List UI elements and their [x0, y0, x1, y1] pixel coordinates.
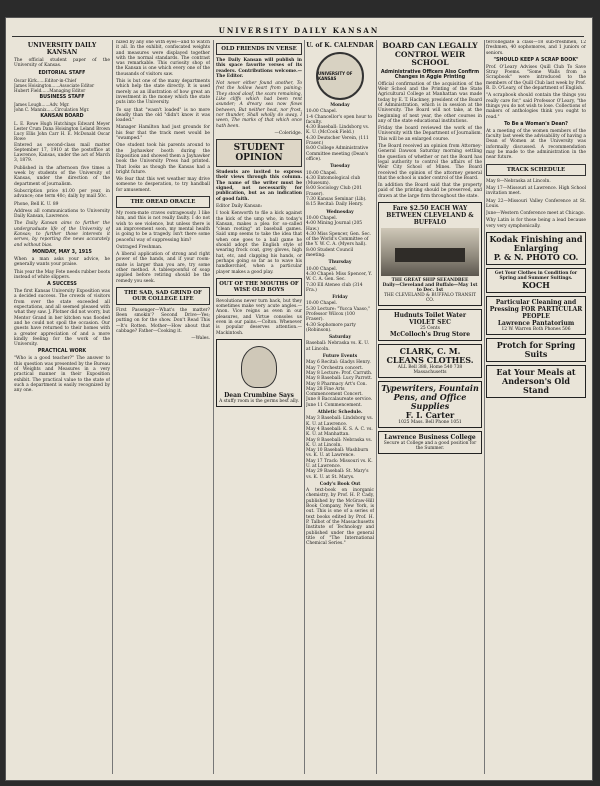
- sad-grind-heading: THE SAD, SAD GRIND OF OUR COLLEGE LIFE: [116, 287, 210, 305]
- editorial-heading: EDITORIAL STAFF: [38, 70, 86, 76]
- future-item: May 8 Lecture: Prof. Carruth.: [306, 370, 373, 376]
- carter-address: 1025 Mass. Bell Phone 1051: [398, 420, 462, 426]
- typewriter-heading: Typewriters, Fountain Pens, and Office Supplies: [381, 383, 479, 412]
- track-item: May 17—Missouri at Lawrence. High School invitation meet.: [486, 185, 586, 197]
- cady-book-heading: Cody's Book Out: [319, 481, 361, 487]
- paragraph: When a man asks your advice, he generally wants your praise.: [14, 256, 110, 268]
- calendar-item: 4:30 Chapel: Miss Spencer, Y. W. C. A. Gen. Sec.: [306, 271, 372, 283]
- calendar-item: 10:00 Chapel.: [306, 266, 338, 272]
- paragraph: tercollegiate a class—18 sub-freshmen, 12 freshmen, 40 sophomores, and 1 juniors or seniors.: [486, 40, 586, 56]
- paragraph: To say that "wasn't loaded" is no more deadly than the old "didn't know it was loaded.": [116, 107, 210, 124]
- future-item: May 6 Recital: Gladys Henry.: [306, 360, 371, 366]
- day-heading: Saturday: [328, 335, 351, 341]
- lead-story: The Board received an opinion from Attorney-General Dawson Saturday morning settling the question of whether or not the Board has legal authority to control the affairs of the Weir City School of Mines. The Board received the opinion of the attorney general that the school is under control of the Board.: [378, 144, 482, 181]
- athletic-item: May 4 Baseball: K. S. A. C. vs. K. U. at Manhattan.: [306, 426, 373, 438]
- calendar-item: 7:30 Ell Ateneo club (314 Fra.): [306, 282, 363, 293]
- future-item: May 7 Orchestra concert.: [306, 365, 364, 371]
- business-college-ad: [378, 431, 482, 454]
- calendar-item: 8:00 Student Council meeting.: [306, 247, 354, 259]
- lead-subhead: Administrative Officers Also Confirm Changes in Aggie Printing: [380, 69, 480, 80]
- toilet-price: 25 Cents: [420, 326, 440, 332]
- column-rule: [484, 40, 485, 774]
- calendar-item: 7:30 Kansas Seminar (Lib).: [306, 197, 367, 203]
- calendar-item: 4:30 Miss Spencer, Gen. Sec. of the World's Committee of the Y. W. C. A. (Myers hall).: [306, 231, 371, 248]
- protch-ad: [486, 338, 586, 362]
- staff-line: James Lough......Adv. Mgr.: [14, 101, 70, 107]
- poem-author: —Coleridge.: [274, 130, 302, 136]
- scrapbook-article: Prof. O'Leary Advises Quill Club To Save Stray Poems. "Some Walls from a Scrapbook" were introduced to the members of the Quill Club last week by Prof. R. D. O'Leary, of the department of English.: [486, 64, 586, 92]
- column-rule: [304, 40, 305, 774]
- day-heading: Thursday: [328, 260, 352, 266]
- calendar-item: 1-4 Chancellor's open hour to faculty.: [306, 114, 373, 125]
- oracle-letter: My room-mate craves outrageously. I like him, and this is not really faulty. I do not wish to see violence, but unless there is an improvement soon, my mental health is going to be a tragedy. Isn't there some peaceful way of suppressing him?: [116, 211, 210, 243]
- business-heading: BUSINESS STAFF: [39, 94, 85, 100]
- pantatorium-name: Lawrence Pantatorium: [497, 320, 575, 328]
- address-notice: Address all communications to University Daily Kansan, Lawrence.: [14, 208, 110, 220]
- clark-heading: CLARK, C. M. CLEANS CLOTHES.: [386, 346, 474, 366]
- protch-heading: Protch for Spring Suits: [496, 340, 576, 360]
- newspaper-page: [6, 18, 592, 780]
- anderson-heading: Eat Your Meals at Anderson's Old Stand: [496, 367, 576, 396]
- calendar-item: 8:15 Recital: Daily Henry.: [306, 202, 364, 208]
- calendar-item: 10:00 Chapel.: [306, 109, 338, 115]
- staff-line: Oscar Kirk......Editor-in-Chief: [14, 77, 77, 83]
- track-item: May 8—Nebraska at Lincoln.: [486, 178, 551, 184]
- calendar-item: 8:00 Sociology Club (201 Fraser).: [306, 186, 363, 197]
- business-staff: [14, 102, 110, 112]
- published-notice: Published in the afternoon five times a week by students of the University of Kansas, under the direction of the department of journalism.: [14, 165, 110, 187]
- calendar-title: U. of K. CALENDAR: [306, 42, 374, 49]
- pressing-heading: Particular Cleaning and Pressing FOR PARTICULAR PEOPLE: [489, 299, 583, 321]
- subscription-notice: Subscription price $1.00 per year, in advance; one term 40c; daily by mail 50c.: [14, 188, 110, 200]
- dean-heading: Dean Crumbine Says: [224, 391, 294, 399]
- column-rule: [213, 40, 214, 774]
- typewriter-ad: [378, 381, 482, 428]
- column-1: [14, 40, 110, 774]
- day-heading: Tuesday: [330, 164, 350, 170]
- sad-grind-jokes: First Passenger—What's the matter? Been smokin'? Second Drive—Yes; putting on for the show. Don't Read This—It's Rotten. Mother—How about that cabbage? Father—Cooking it.: [116, 307, 210, 335]
- future-item: June 8 Baccalaureate service.: [306, 397, 373, 403]
- scrapbook-heading: "SHOULD KEEP A SCRAP BOOK": [493, 57, 579, 63]
- masthead-rule: [12, 36, 584, 37]
- old-friends-intro: The Daily Kansan will publish in this space favorite verses of its readers. Contributions welcome.—The Editor.: [216, 58, 302, 79]
- day-heading: Wednesday: [326, 209, 354, 215]
- college-note: Secure at College and a good position for the Summer.: [383, 441, 477, 452]
- ship-name: THE GREAT SHIP SEEANDBEE: [391, 278, 469, 284]
- signature: —Wales.: [191, 336, 210, 342]
- column-4: [306, 40, 374, 774]
- column-2: [116, 40, 210, 774]
- practical-article: "Who is a good teacher?" The answer to this question was presented by the Bureau of Weights and Measures in a very practical manner in their Exposition exhibit. The practical value to the state of such a department is easily recognized by any one.: [14, 356, 110, 394]
- ship-route: Daily—Cleveland and Buffalo—May 1st to Dec. 1st: [382, 283, 478, 294]
- column-5: [378, 40, 482, 774]
- paper-title: UNIVERSITY DAILY KANSAN: [27, 42, 97, 56]
- column-6: [486, 40, 586, 774]
- success-heading: A SUCCESS: [47, 282, 77, 288]
- calendar-item: 4:30 Sophomore party (Robinson).: [306, 322, 356, 333]
- athletic-item: May 10 Baseball: Washburn vs. K. U. at Lawrence.: [306, 448, 369, 459]
- pantatorium-address: 12 W. Warren Both Phones 506: [501, 327, 571, 333]
- track-schedule-heading: TRACK SCHEDULE: [486, 164, 586, 176]
- student-opinion-heading: STUDENT OPINION: [216, 139, 302, 167]
- pantatorium-ad: [486, 296, 586, 335]
- staff-line: Hubert Field......Managing Editor: [14, 87, 86, 93]
- calendar-item: 10:00 Chapel.: [306, 301, 338, 307]
- kodak-heading: Kodak Finishing and Enlarging: [489, 234, 583, 254]
- lead-story: Friday the board reviewed the work of the University with the Department of Journalism. This will be an enlarged course.: [378, 126, 482, 142]
- steamship-illustration: [381, 228, 479, 276]
- paragraph: One student took his parents around to the Jayhawker booth during the Exposition and showed them a Jayhawker book the University Press had printed. That looks as though the Kansas had a bright future.: [116, 143, 210, 175]
- athletic-item: May 8 Baseball: Nebraska vs. K. U. at Lincoln.: [306, 437, 373, 448]
- day-heading: Monday: [330, 103, 350, 108]
- college-name: Lawrence Business College: [384, 434, 476, 442]
- letter-salutation: Editor Daily Kansan:: [216, 203, 263, 209]
- column-rule: [112, 40, 113, 774]
- board-members: L. E. Rowe Hugh Hutchings Edward Meyer Lester Crum Dana Hoisington Leland Brown Lucy Ellis John Carr H. E. McDonald Oscar Rowe: [14, 120, 110, 141]
- board-heading: KANSAN BOARD: [40, 113, 84, 119]
- kodak-company: P. & N. PHOTO CO.: [493, 252, 579, 263]
- poem: Not never either found another, To fret the hollow heart from paining; They stood aloof, the scars remaining, Like cliffs which had been rent asunder; A dreary sea now flows between, But neither heat, nor frost, nor thunder, Shall wholly do away, I ween, The marks of that which once hath been.: [216, 81, 302, 129]
- future-item: May 28 Fine Arts Commencement Concert.: [306, 386, 363, 398]
- future-events-heading: Future Events: [322, 354, 358, 360]
- university-seal: UNIVERSITY OF KANSAS: [316, 52, 364, 100]
- toilet-heading: Hudnuts Toilet Water VIOLET SEC: [393, 312, 467, 327]
- paragraph: This is but one of the many departments which help the state directly. It is used merely as an illustration of how great an investment in the money which the state puts into the University.: [116, 79, 210, 106]
- koch-ad: [486, 268, 586, 293]
- track-item: June—Western Conference meet at Chicago.: [486, 211, 585, 217]
- wise-old-boys-heading: OUT OF THE MOUTHS OF WISE OLD BOYS: [216, 278, 302, 296]
- masthead: UNIVERSITY DAILY KANSAN: [218, 26, 380, 35]
- paragraph: Manager Hamilton had just grounds for his fear that the track meet would be "swamped.": [116, 125, 210, 142]
- womans-dean-heading: To Be a Woman's Dean?: [504, 121, 568, 127]
- future-item: May 8 Baseball: Lucy Parrott.: [306, 376, 373, 382]
- day-heading: Friday: [332, 295, 348, 301]
- entered-notice: Entered as second-class mail matter September 17, 1910 at the postoffice at Lawrence, Kansas, under the act of March 3, 1879.: [14, 142, 110, 164]
- wise-sayings: Revolutions never turn back, but they sometimes make very acute angles.—Anon. Vice reigns as even in our pleasures, and Virtue consoles us even in our pains.—Colton. Whenever is popular deserves attention.—Mackintosh.: [216, 298, 302, 336]
- oracle-signature: Outraged Freshman.: [116, 244, 163, 250]
- future-item: May 8 Pharmacy Art's Con.: [306, 381, 367, 387]
- portrait-illustration: [241, 346, 277, 388]
- phone-notice: Phone, Bell K. U. 89: [14, 201, 59, 207]
- fare-text: Fare $2.50 EACH WAY BETWEEN CLEVELAND & BUFFALO: [386, 205, 474, 227]
- lead-headline: BOARD CAN LEGALLY CONTROL WEIR SCHOOL: [382, 41, 478, 68]
- lead-story: Official confirmation of the acquisition of the Weir School and the Printing of the State Agricultural College at Manhattan was made today by E. T. Hackney, president of the Board of Administration, which is in session at the University. The Board will not take, at the beginning of next year, the other courses in any of the state educational institutions.: [378, 81, 482, 124]
- anderson-ad: [486, 365, 586, 398]
- calendar-item: 10:00 Chapel.: [306, 170, 338, 176]
- opinion-note: Students are invited to express their views through this column. The name of the writer must be signed, not necessarily for publication, but as an indication of good faith.: [216, 170, 302, 202]
- future-item: June 11 Commencement.: [306, 402, 362, 408]
- issue-date: MONDAY, MAY 3, 1915: [32, 249, 92, 255]
- paragraph: Why Latin is for those being a lead because very very symphonically.: [486, 218, 586, 229]
- steamship-ad: [378, 202, 482, 306]
- koch-heading: Get Your Clothes in Condition for Spring and Summer Suitings.: [494, 271, 578, 282]
- calendar-item: 4:00 Mining Journal (205 Haw.): [306, 221, 363, 232]
- staff-line: John C. Mannix......Circulation Mgr.: [14, 106, 90, 112]
- paragraph: This year the May Fete needs rubber boots instead of white slippers.: [14, 269, 110, 280]
- track-item: May 22—Missouri Valley Conference at St. Louis.: [486, 198, 586, 209]
- old-friends-heading: OLD FRIENDS IN VERSE: [216, 43, 302, 55]
- clark-cleaners-ad: [378, 344, 482, 378]
- clark-address: ALL Bell 388, Home 540 738 Massachusetts: [397, 365, 463, 376]
- athletic-item: May 3 Baseball: Lindsborg vs. K. U. at Lawrence.: [306, 416, 374, 427]
- calendar-item: 10:00 Chapel.: [306, 215, 338, 221]
- staff-line: James Hoisington......Associate Editor: [14, 82, 95, 88]
- calendar-item: 4:30 Deutscher Verein, (111 Fraser.): [306, 135, 369, 147]
- column-rule: [376, 40, 377, 774]
- koch-name: KOCH: [522, 280, 550, 291]
- paper-intro: The official student paper of the University of Kansas.: [14, 58, 110, 69]
- dean-crumbine-box: [216, 339, 302, 407]
- success-article: The first Kansas University Exposition was a decided success. The crowds of visitors from over the state exceeded all expectations, and all seemed pleased with what they saw. J. Plotner did not worry, but Mentor Grand in her kitchen was flooded and he could not spoil the occasion. Our guests have returned to their homes with a greater appreciation of and a more kindly feeling for the work of the University.: [14, 289, 110, 348]
- womans-dean-article: At a meeting of the women members of the faculty last week the advisability of having a Dean of Women at the University was informally discussed. A recommendation may be made to the administration in the near future.: [486, 128, 586, 161]
- athletic-item: May 17 Track: Missouri vs. K. U. at Lawrence.: [306, 458, 373, 469]
- column-3: [216, 40, 302, 774]
- scrapbook-article: "A scrapbook should contain the things you really care for," said Professor O'Leary, "the things you do not wish to lose. Collections of makers of anthologies think you ought to read.": [486, 93, 586, 120]
- calendar-item: 4:30 Baseball: Lindsborg vs. K. U. (McCook Field.): [306, 125, 370, 136]
- carter-name: F. I. Carter: [405, 410, 455, 421]
- athletic-schedule-heading: Athletic Schedule.: [317, 410, 363, 416]
- oread-oracle-heading: THE OREAD ORACLE: [116, 196, 210, 208]
- calendar-item: 8:00 College Administrative Committee meeting (Dean's office).: [306, 146, 369, 162]
- toilet-store: McColloch's Drug Store: [389, 331, 471, 339]
- opinion-letter: I took Kenworth to file a kick against the kick of the ump who, in today's Kansan, makes a plea for so-called "clean rooting" at baseball games. Said ump seems to take the idea that when one goes to a ball game he should adopt the English style of wearing frock coat, grey gloves, high hat, etc, and clapping his hands, or perhaps going so far as to wave his handkerchief, when a particular player makes a good play.: [216, 211, 302, 275]
- practical-heading: PRACTICAL WORK: [37, 349, 87, 355]
- athletic-item: May 29 Baseball: St. Mary's vs. K. U. at St. Marys.: [306, 469, 369, 480]
- dean-caption: A stuffy room is the germs best ally.: [219, 398, 299, 404]
- calendar-item: 4:30 Entomological club (Museum).: [306, 175, 361, 187]
- paper-motto: The Daily Kansan aims to further the undergraduate life of the University of Kansas; to further those interests it serves, by reporting the news accurately and without bias.: [14, 221, 110, 248]
- editorial-staff: [14, 78, 110, 93]
- paragraph: We fear that this wet weather may drive someone to desperation, to try handball for amusement.: [116, 177, 210, 193]
- calendar-item: 5:30 Lecture: "Yucca Vaaso," Professor Wilcox (100 Fraser).: [306, 306, 371, 323]
- calendar-item: Baseball: Nebraska vs. K. U. at Lincoln.: [306, 341, 369, 352]
- lead-story: In addition the Board said that the property paid of the printing should be preserved, and drawn at the large firm throughout the state.: [378, 183, 482, 199]
- kodak-ad: [486, 232, 586, 265]
- paragraph: nized by any one with eyes—and to watch it all. In the exhibit, confiscated weights and measures were displayed together with the normal standards. The contrast was remarkable. This curiosity shop of the Kansan is one which every one of the thousands of visitors saw.: [116, 40, 210, 77]
- cady-book-article: A text-book on inorganic chemistry, by Prof. H. P. Cady, published by the McGraw-Hill Book Company, New York, is out. This is one of a series of text books edited by Prof. H. P. Talbot of the Massachusetts Institute of Technology and published under the general title of "The International Chemical Series.": [306, 488, 374, 547]
- toilet-water-ad: [378, 309, 482, 341]
- ship-company: THE CLEVELAND & BUFFALO TRANSIT CO.: [384, 293, 476, 304]
- oracle-reply: A liberal application of strong and right power of the hands, and if your room-mate is larger than you are, try some other method. A tablespoonful of soap applied before retiring should be the remedy you seek.: [116, 252, 210, 284]
